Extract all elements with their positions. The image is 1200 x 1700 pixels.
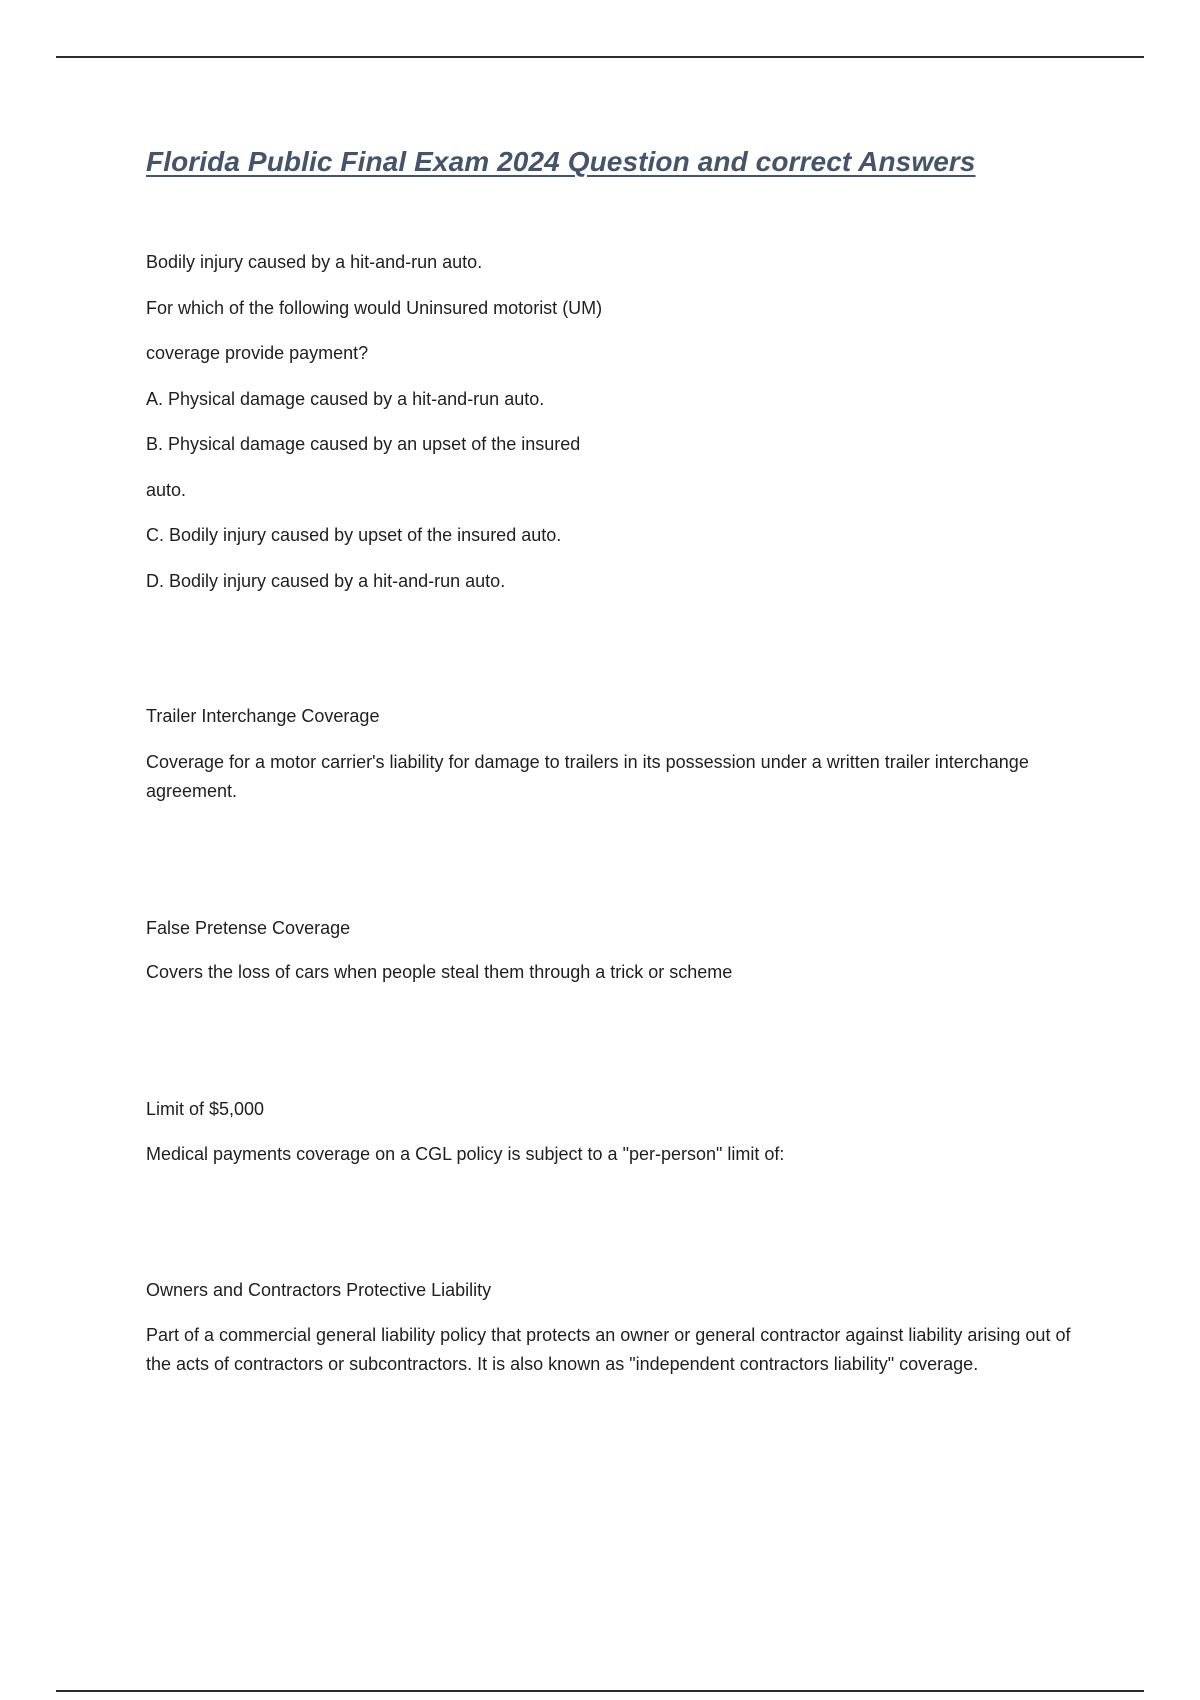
q1-option-c: C. Bodily injury caused by upset of the insured auto. (146, 525, 562, 545)
q3-term: False Pretense Coverage (146, 918, 351, 938)
q1-option-b-line2: auto. (146, 480, 187, 500)
q3-definition: Covers the loss of cars when people steal them through a trick or scheme (146, 962, 733, 982)
q1-option-b-line1: B. Physical damage caused by an upset of the insured (146, 434, 581, 454)
top-rule (56, 56, 1144, 58)
bottom-rule (56, 1690, 1144, 1692)
q2-definition: Coverage for a motor carrier's liability for damage to trailers in its possession under a written trailer interchange agreement. (146, 752, 1029, 801)
q2-term: Trailer Interchange Coverage (146, 706, 380, 726)
q4-question: Medical payments coverage on a CGL policy is subject to a "per-person" limit of: (146, 1144, 785, 1164)
q1-answer: Bodily injury caused by a hit-and-run auto. (146, 252, 483, 272)
q1-question-line1: For which of the following would Uninsured motorist (UM) (146, 298, 603, 318)
q1-option-a: A. Physical damage caused by a hit-and-run auto. (146, 389, 545, 409)
page-title: Florida Public Final Exam 2024 Question and correct Answers (146, 146, 976, 177)
q5-definition: Part of a commercial general liability policy that protects an owner or general contractor against liability arising out of the acts of contractors or subcontractors. It is also known as "independent contractors liability" coverage. (146, 1325, 1071, 1374)
q4-answer: Limit of $5,000 (146, 1099, 265, 1119)
q5-term: Owners and Contractors Protective Liability (146, 1280, 492, 1300)
q1-option-d: D. Bodily injury caused by a hit-and-run auto. (146, 571, 506, 591)
q1-question-line2: coverage provide payment? (146, 343, 369, 363)
